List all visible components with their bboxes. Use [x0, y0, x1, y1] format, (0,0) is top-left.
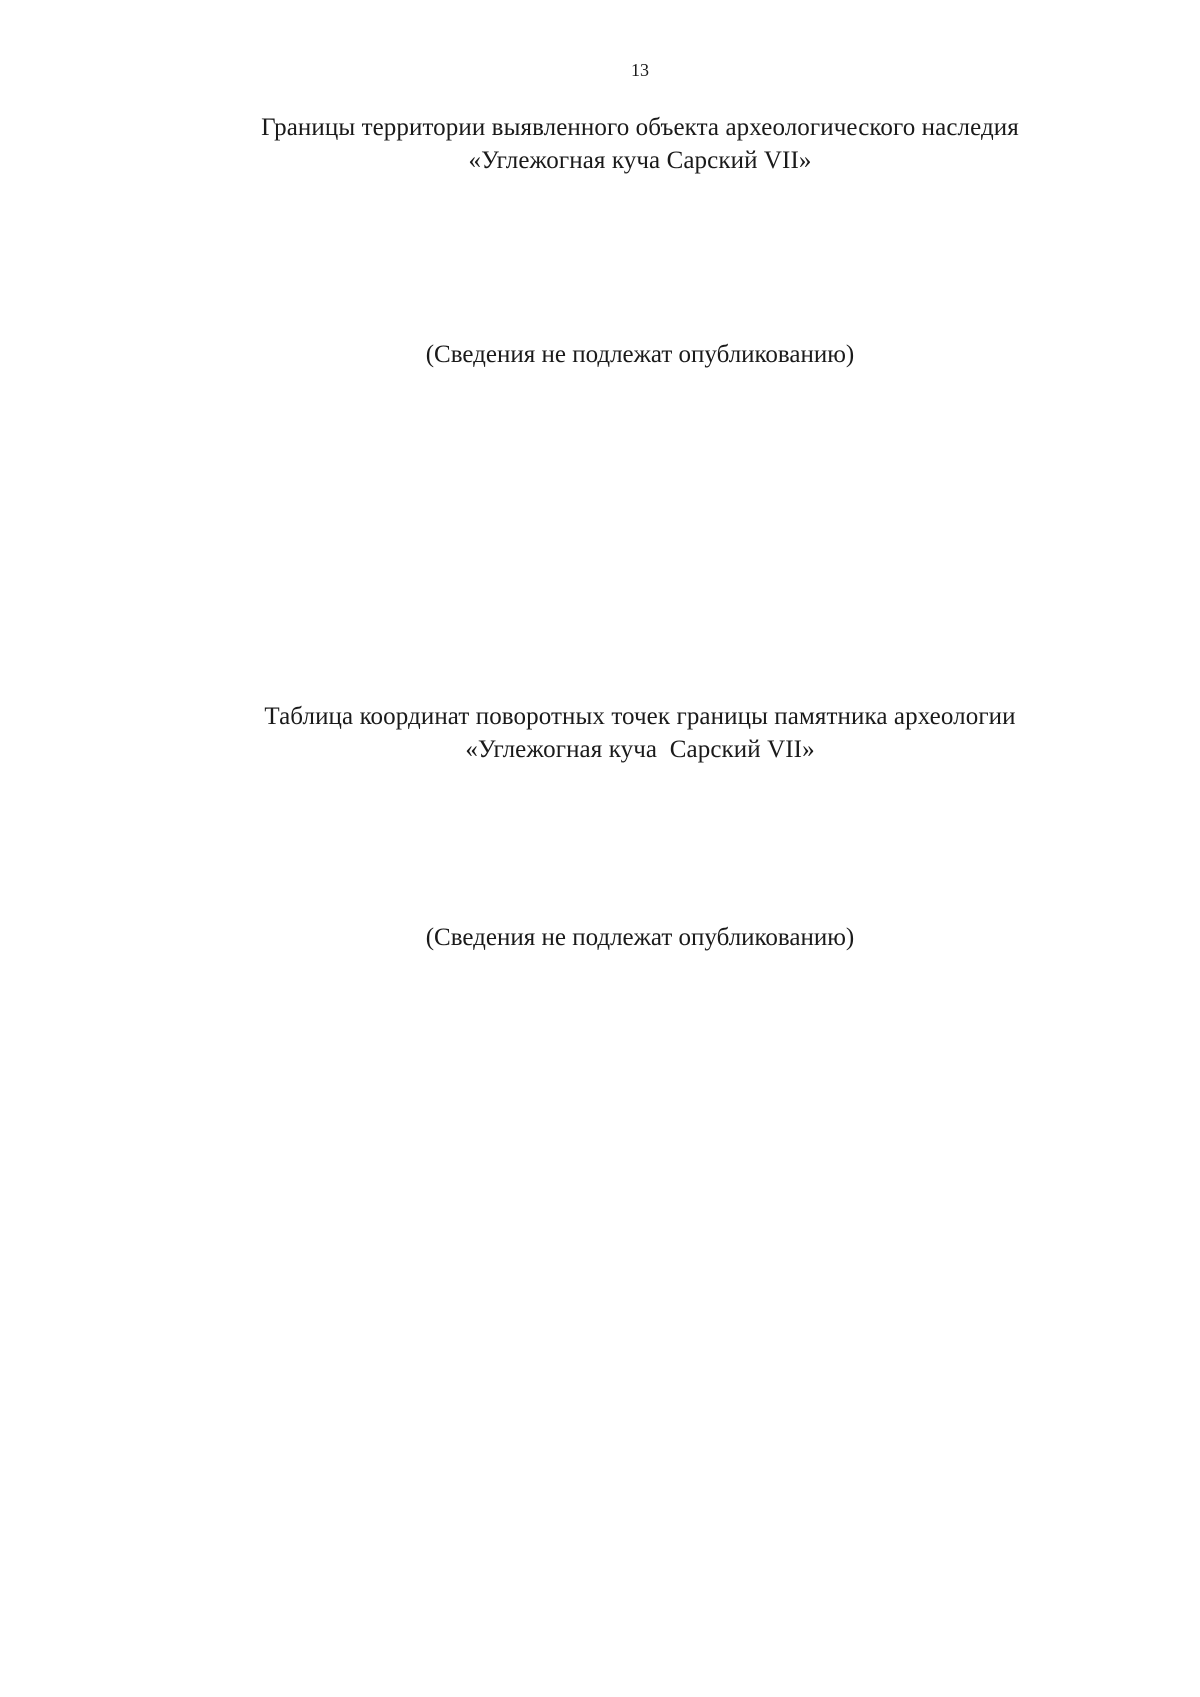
boundaries-heading-line-1: Границы территории выявленного объекта археологического наследия [261, 114, 1019, 141]
coordinates-heading-line-2: «Углежогная куча Сарский VII» [465, 736, 815, 763]
boundaries-heading [0, 111, 1200, 177]
boundaries-heading-line-2: «Углежогная куча Сарский VII» [468, 147, 812, 174]
coordinates-table-heading [0, 700, 1200, 766]
coordinates-restricted-notice: (Сведения не подлежат опубликованию) [425, 924, 855, 951]
boundaries-restricted-notice: (Сведения не подлежат опубликованию) [425, 341, 855, 368]
coordinates-heading-line-1: Таблица координат поворотных точек границы памятника археологии [264, 703, 1016, 730]
page-number: 13 [631, 60, 649, 80]
